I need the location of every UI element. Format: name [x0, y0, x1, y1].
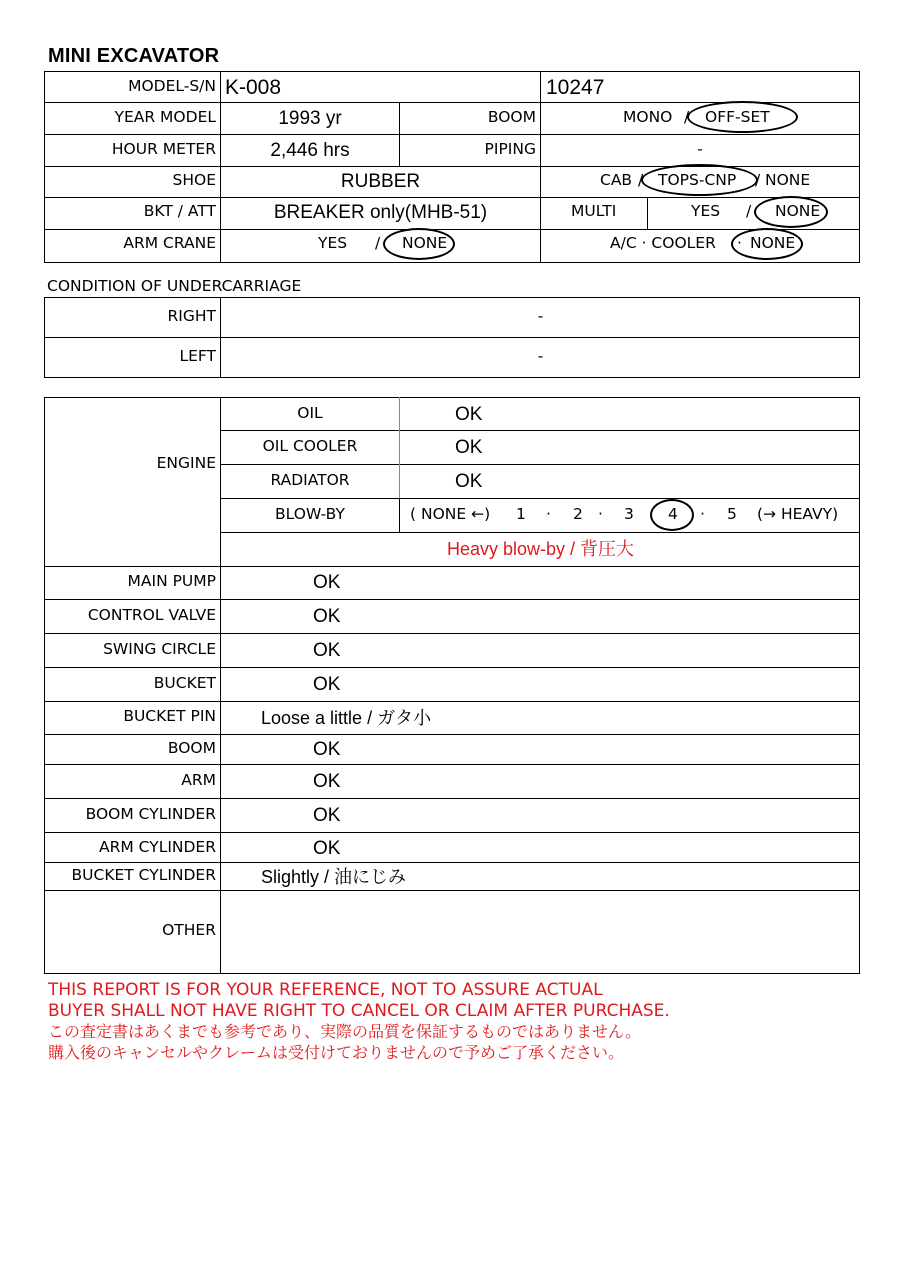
boom-label: BOOM: [487, 108, 536, 126]
blow-by-note: Heavy blow-by / 背圧大: [446, 539, 635, 559]
swing-circle-label: SWING CIRCLE: [103, 640, 216, 658]
ac-none: NONE: [750, 234, 796, 252]
page-title: MINI EXCAVATOR: [48, 45, 220, 67]
swing-circle-value: OK: [313, 640, 341, 661]
multi-yes: YES: [691, 202, 721, 220]
bucket-label: BUCKET: [153, 674, 216, 692]
boom-row-label: BOOM: [167, 739, 216, 757]
boom-sep: /: [684, 108, 690, 126]
radiator-label: RADIATOR: [270, 471, 350, 489]
blow-by-scale-none: ( NONE ←): [410, 505, 491, 523]
disclaimer-line-4: 購入後のキャンセルやクレームは受付けておりませんので予めご了承ください。: [48, 1043, 625, 1062]
blow-by-selected-circle: [650, 499, 694, 531]
cab-sep-1: /: [638, 171, 644, 189]
hour-meter-label: HOUR METER: [111, 140, 216, 158]
arm-value: OK: [313, 771, 341, 792]
arm-crane-none: NONE: [402, 234, 448, 252]
bucket-value: OK: [313, 674, 341, 695]
multi-none-circle: [754, 196, 828, 228]
year-model-label: YEAR MODEL: [114, 108, 216, 126]
shoe-label: SHOE: [172, 171, 216, 189]
components-table: [44, 566, 860, 974]
bkt-att-label: BKT / ATT: [143, 202, 216, 220]
cab-sep-2: /: [755, 171, 761, 189]
bucket-cylinder-value: Slightly / 油にじみ: [261, 867, 407, 887]
blow-by-scale-5: 5: [727, 505, 737, 523]
arm-crane-yes: YES: [318, 234, 348, 252]
other-label: OTHER: [162, 921, 216, 939]
right-label: RIGHT: [167, 307, 216, 325]
arm-cylinder-label: ARM CYLINDER: [99, 838, 216, 856]
blow-by-dot-2: ·: [598, 505, 603, 523]
control-valve-label: CONTROL VALVE: [87, 606, 216, 624]
blow-by-scale-heavy: (→ HEAVY): [757, 505, 839, 523]
piping-label: PIPING: [484, 140, 536, 158]
disclaimer-line-2: BUYER SHALL NOT HAVE RIGHT TO CANCEL OR CLAIM AFTER PURCHASE.: [48, 1001, 670, 1021]
bkt-value: BREAKER only(MHB-51): [273, 202, 488, 223]
multi-label: MULTI: [571, 202, 617, 220]
cab-tops: TOPS-CNP: [658, 171, 737, 189]
boom-cylinder-value: OK: [313, 805, 341, 826]
model-value: K-008: [225, 76, 282, 99]
arm-crane-none-circle: [383, 228, 455, 260]
oil-cooler-label: OIL COOLER: [262, 437, 358, 455]
ac-none-circle: [731, 228, 803, 260]
boom-cylinder-label: BOOM CYLINDER: [85, 805, 216, 823]
arm-label: ARM: [181, 771, 216, 789]
cab-label: CAB: [600, 171, 633, 189]
right-value: -: [537, 307, 544, 325]
blow-by-label: BLOW-BY: [275, 505, 345, 523]
left-label: LEFT: [179, 347, 216, 365]
oil-cooler-value: OK: [455, 437, 483, 458]
boom-mono: MONO: [623, 108, 673, 126]
blow-by-dot-3: ·: [700, 505, 705, 523]
control-valve-value: OK: [313, 606, 341, 627]
hours-value: 2,446 hrs: [270, 140, 350, 161]
ac-dot: ·: [737, 234, 742, 252]
shoe-value: RUBBER: [340, 171, 421, 192]
main-pump-label: MAIN PUMP: [127, 572, 216, 590]
blow-by-scale-2: 2: [573, 505, 583, 523]
left-value: -: [537, 347, 544, 365]
oil-value: OK: [455, 404, 483, 425]
bucket-pin-label: BUCKET PIN: [123, 707, 216, 725]
oil-label: OIL: [297, 404, 323, 422]
blow-by-dot-1: ·: [546, 505, 551, 523]
model-sn-label: MODEL-S/N: [128, 77, 216, 95]
undercarriage-heading: CONDITION OF UNDERCARRIAGE: [47, 277, 302, 295]
year-value: 1993 yr: [278, 108, 342, 129]
arm-crane-label: ARM CRANE: [123, 234, 216, 252]
disclaimer-line-1: THIS REPORT IS FOR YOUR REFERENCE, NOT TO ASSURE ACTUAL: [48, 980, 603, 1000]
boom-offset: OFF-SET: [705, 108, 770, 126]
piping-value: -: [697, 140, 703, 158]
bucket-pin-value: Loose a little / ガタ小: [261, 708, 432, 728]
arm-crane-sep: /: [375, 234, 381, 252]
multi-none: NONE: [775, 202, 821, 220]
engine-label: ENGINE: [156, 454, 216, 472]
radiator-value: OK: [455, 471, 483, 492]
blow-by-scale-1: 1: [516, 505, 526, 523]
multi-sep: /: [746, 202, 752, 220]
blow-by-scale-3: 3: [624, 505, 634, 523]
ac-cooler-label: A/C · COOLER: [610, 234, 716, 252]
serial-value: 10247: [546, 76, 605, 99]
blow-by-scale-4: 4: [668, 505, 678, 523]
disclaimer-line-3: この査定書はあくまでも参考であり、実際の品質を保証するものではありません。: [48, 1022, 641, 1041]
main-pump-value: OK: [313, 572, 341, 593]
boom-row-value: OK: [313, 739, 341, 760]
arm-cylinder-value: OK: [313, 838, 341, 859]
bucket-cylinder-label: BUCKET CYLINDER: [71, 866, 216, 884]
cab-tops-circle: [641, 164, 761, 196]
boom-offset-circle: [687, 101, 798, 133]
cab-none: NONE: [765, 171, 811, 189]
